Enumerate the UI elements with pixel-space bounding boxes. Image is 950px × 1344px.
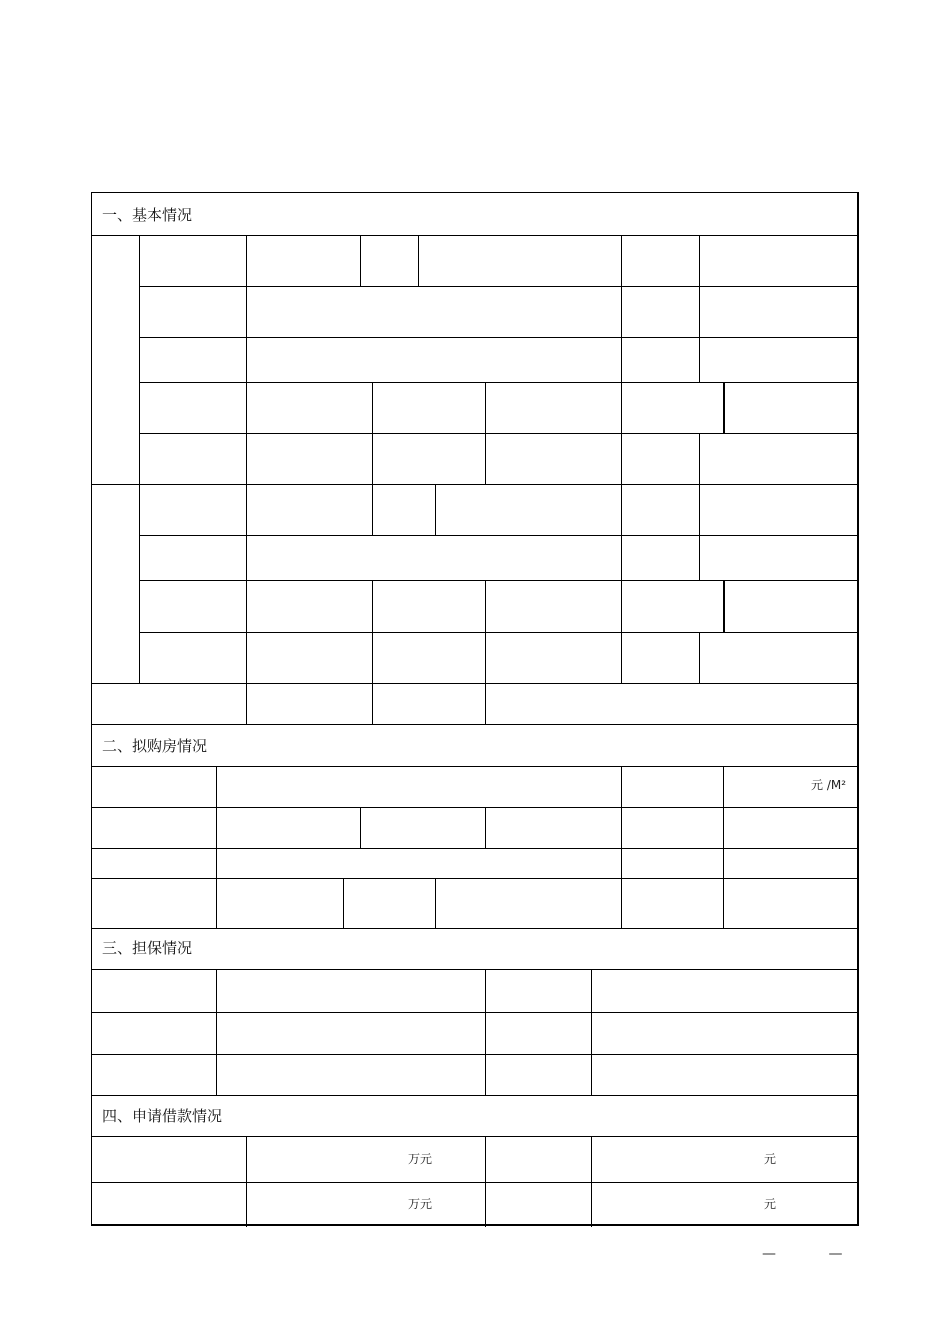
row-line: [92, 484, 858, 485]
row-line: [92, 235, 858, 236]
col-line: [343, 878, 344, 928]
amount-unit: 元: [764, 1197, 777, 1211]
section-guarantee-info: 三、担保情况: [102, 939, 193, 957]
application-form: [91, 192, 859, 1226]
amount-unit: 万元: [408, 1152, 433, 1166]
col-line: [485, 1136, 486, 1227]
row-line: [140, 337, 858, 338]
row-line: [140, 433, 858, 434]
col-line: [435, 878, 436, 928]
row-line: [92, 878, 858, 879]
col-line: [435, 484, 436, 535]
col-line: [485, 969, 486, 1095]
row-line: [140, 286, 858, 287]
col-line: [699, 632, 700, 683]
col-line: [621, 766, 622, 928]
page-number: — —: [762, 1246, 867, 1262]
row-line: [140, 382, 858, 383]
amount-unit: 元: [764, 1152, 777, 1166]
col-line: [699, 484, 700, 580]
col-line: [723, 580, 725, 632]
row-line: [92, 807, 858, 808]
row-line: [92, 1054, 858, 1055]
col-line: [591, 1136, 592, 1227]
col-line: [418, 235, 419, 286]
col-line: [216, 969, 217, 1095]
col-line: [485, 580, 486, 724]
col-line: [372, 382, 373, 484]
col-line: [360, 807, 361, 848]
row-line: [92, 1136, 858, 1137]
row-line: [92, 683, 858, 684]
col-line: [621, 484, 622, 683]
row-line: [92, 766, 858, 767]
row-line: [92, 848, 858, 849]
row-line: [140, 580, 858, 581]
section-basic-info: 一、基本情况: [102, 206, 193, 224]
price-unit: 元 /M²: [811, 778, 847, 792]
col-line: [485, 807, 486, 848]
col-line: [723, 766, 724, 928]
col-line: [246, 235, 247, 484]
row-line: [92, 724, 858, 725]
row-line: [140, 632, 858, 633]
row-line: [140, 535, 858, 536]
section-house-info: 二、拟购房情况: [102, 737, 208, 755]
amount-unit: 万元: [408, 1197, 433, 1211]
col-line: [591, 969, 592, 1095]
col-line: [723, 382, 725, 433]
col-line: [246, 1136, 247, 1227]
row-line: [92, 969, 858, 970]
row-line: [92, 1095, 858, 1096]
col-line: [139, 484, 140, 683]
col-line: [372, 580, 373, 724]
section-loan-info: 四、申请借款情况: [102, 1107, 223, 1125]
col-line: [139, 235, 140, 484]
col-line: [621, 235, 622, 484]
col-line: [699, 433, 700, 484]
row-line: [92, 928, 858, 929]
row-line: [92, 1012, 858, 1013]
col-line: [246, 484, 247, 724]
col-line: [699, 235, 700, 382]
col-line: [216, 766, 217, 928]
col-line: [360, 235, 361, 286]
col-line: [485, 382, 486, 484]
col-line: [372, 484, 373, 535]
row-line: [92, 1182, 858, 1183]
